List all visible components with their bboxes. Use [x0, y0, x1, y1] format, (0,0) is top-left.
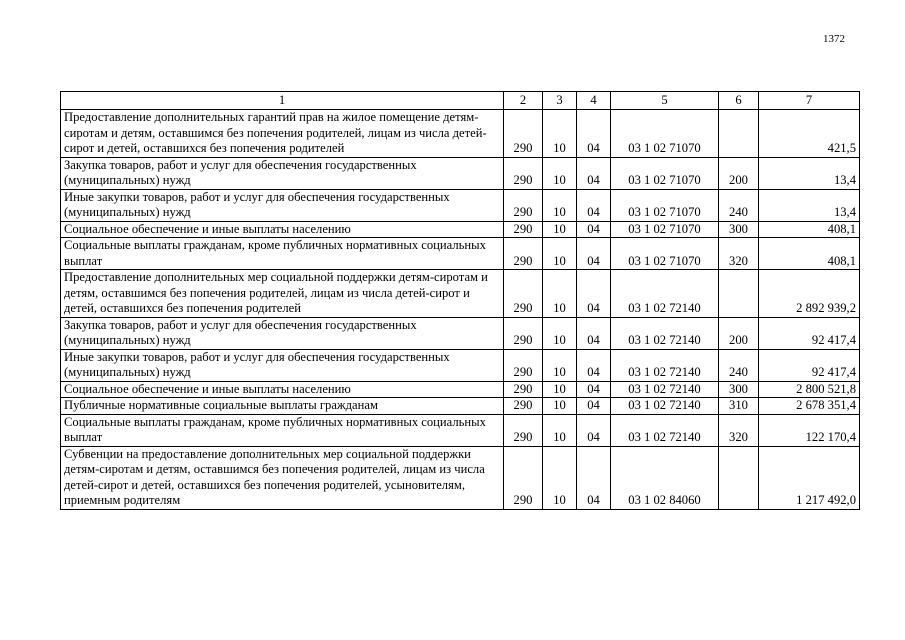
row-col-4: 04 — [577, 189, 611, 221]
table-row — [61, 398, 860, 415]
row-col-6: 310 — [719, 398, 759, 415]
row-name: Субвенции на предоставление дополнительных мер социальной поддержки детям-сиротам и детям, оставшимся без попечения родителей, лицам из числа детей-сирот и детей, оставшихся без попечения родителей, усыновителям, приемным родителям — [61, 446, 504, 509]
row-col-2: 290 — [504, 270, 543, 318]
row-col-2: 290 — [504, 349, 543, 381]
row-code: 03 1 02 72140 — [611, 414, 719, 446]
row-sum: 408,1 — [759, 221, 860, 238]
header-col-6: 6 — [719, 92, 759, 110]
row-sum: 13,4 — [759, 157, 860, 189]
row-col-4: 04 — [577, 317, 611, 349]
row-code: 03 1 02 72140 — [611, 349, 719, 381]
row-col-3: 10 — [543, 381, 577, 398]
row-sum: 2 678 351,4 — [759, 398, 860, 415]
row-col-6: 200 — [719, 317, 759, 349]
row-col-4: 04 — [577, 349, 611, 381]
row-sum: 1 217 492,0 — [759, 446, 860, 509]
row-col-3: 10 — [543, 349, 577, 381]
row-col-6 — [719, 110, 759, 158]
table-row — [61, 110, 860, 158]
row-sum: 2 892 939,2 — [759, 270, 860, 318]
row-name: Закупка товаров, работ и услуг для обеспечения государственных (муниципальных) нужд — [61, 157, 504, 189]
row-col-3: 10 — [543, 189, 577, 221]
row-col-2: 290 — [504, 317, 543, 349]
table-row — [61, 381, 860, 398]
row-name: Закупка товаров, работ и услуг для обеспечения государственных (муниципальных) нужд — [61, 317, 504, 349]
row-col-3: 10 — [543, 221, 577, 238]
row-code: 03 1 02 72140 — [611, 317, 719, 349]
row-col-2: 290 — [504, 398, 543, 415]
row-name: Публичные нормативные социальные выплаты гражданам — [61, 398, 504, 415]
row-col-4: 04 — [577, 270, 611, 318]
row-sum: 92 417,4 — [759, 349, 860, 381]
table-row — [61, 414, 860, 446]
row-name: Иные закупки товаров, работ и услуг для обеспечения государственных (муниципальных) нужд — [61, 349, 504, 381]
row-col-2: 290 — [504, 446, 543, 509]
row-col-3: 10 — [543, 398, 577, 415]
header-col-4: 4 — [577, 92, 611, 110]
page-number: 1372 — [823, 33, 845, 45]
header-col-7: 7 — [759, 92, 860, 110]
row-col-6: 200 — [719, 157, 759, 189]
budget-table — [60, 91, 860, 510]
row-code: 03 1 02 71070 — [611, 157, 719, 189]
row-code: 03 1 02 84060 — [611, 446, 719, 509]
table-row — [61, 270, 860, 318]
row-col-2: 290 — [504, 189, 543, 221]
row-col-2: 290 — [504, 414, 543, 446]
row-name: Предоставление дополнительных мер социальной поддержки детям-сиротам и детям, оставшимся без попечения родителей, лицам из числа детей-сирот и детей, оставшихся без попечения родителей — [61, 270, 504, 318]
row-col-3: 10 — [543, 446, 577, 509]
row-name: Социальное обеспечение и иные выплаты населению — [61, 221, 504, 238]
row-name: Социальные выплаты гражданам, кроме публичных нормативных социальных выплат — [61, 414, 504, 446]
row-col-4: 04 — [577, 110, 611, 158]
row-code: 03 1 02 72140 — [611, 270, 719, 318]
row-col-3: 10 — [543, 238, 577, 270]
row-col-4: 04 — [577, 446, 611, 509]
table-row — [61, 238, 860, 270]
row-col-2: 290 — [504, 381, 543, 398]
row-col-2: 290 — [504, 110, 543, 158]
row-sum: 421,5 — [759, 110, 860, 158]
row-col-6: 300 — [719, 381, 759, 398]
row-code: 03 1 02 71070 — [611, 238, 719, 270]
row-sum: 408,1 — [759, 238, 860, 270]
row-col-2: 290 — [504, 157, 543, 189]
row-col-4: 04 — [577, 157, 611, 189]
row-sum: 13,4 — [759, 189, 860, 221]
row-col-6: 240 — [719, 189, 759, 221]
table-row — [61, 446, 860, 509]
header-col-5: 5 — [611, 92, 719, 110]
row-col-4: 04 — [577, 221, 611, 238]
row-col-3: 10 — [543, 270, 577, 318]
row-sum: 92 417,4 — [759, 317, 860, 349]
row-code: 03 1 02 72140 — [611, 398, 719, 415]
table-row — [61, 221, 860, 238]
row-col-4: 04 — [577, 238, 611, 270]
row-code: 03 1 02 72140 — [611, 381, 719, 398]
row-name: Иные закупки товаров, работ и услуг для обеспечения государственных (муниципальных) нужд — [61, 189, 504, 221]
row-col-4: 04 — [577, 398, 611, 415]
header-col-3: 3 — [543, 92, 577, 110]
row-code: 03 1 02 71070 — [611, 221, 719, 238]
row-name: Предоставление дополнительных гарантий прав на жилое помещение детям-сиротам и детям, оставшимся без попечения родителей, лицам из числа детей-сирот и детей, оставшихся без попечения родителей — [61, 110, 504, 158]
row-col-6 — [719, 446, 759, 509]
row-code: 03 1 02 71070 — [611, 189, 719, 221]
row-col-4: 04 — [577, 414, 611, 446]
row-sum: 2 800 521,8 — [759, 381, 860, 398]
row-col-2: 290 — [504, 238, 543, 270]
table-row — [61, 157, 860, 189]
header-row — [61, 92, 860, 110]
row-sum: 122 170,4 — [759, 414, 860, 446]
header-col-2: 2 — [504, 92, 543, 110]
table-row — [61, 349, 860, 381]
table-row — [61, 317, 860, 349]
row-col-2: 290 — [504, 221, 543, 238]
row-name: Социальные выплаты гражданам, кроме публичных нормативных социальных выплат — [61, 238, 504, 270]
row-col-3: 10 — [543, 317, 577, 349]
row-col-6 — [719, 270, 759, 318]
row-col-6: 320 — [719, 414, 759, 446]
row-code: 03 1 02 71070 — [611, 110, 719, 158]
row-col-3: 10 — [543, 110, 577, 158]
header-col-1: 1 — [61, 92, 504, 110]
row-col-6: 320 — [719, 238, 759, 270]
row-col-6: 300 — [719, 221, 759, 238]
row-col-3: 10 — [543, 414, 577, 446]
row-col-4: 04 — [577, 381, 611, 398]
row-col-3: 10 — [543, 157, 577, 189]
row-name: Социальное обеспечение и иные выплаты населению — [61, 381, 504, 398]
row-col-6: 240 — [719, 349, 759, 381]
table-row — [61, 189, 860, 221]
